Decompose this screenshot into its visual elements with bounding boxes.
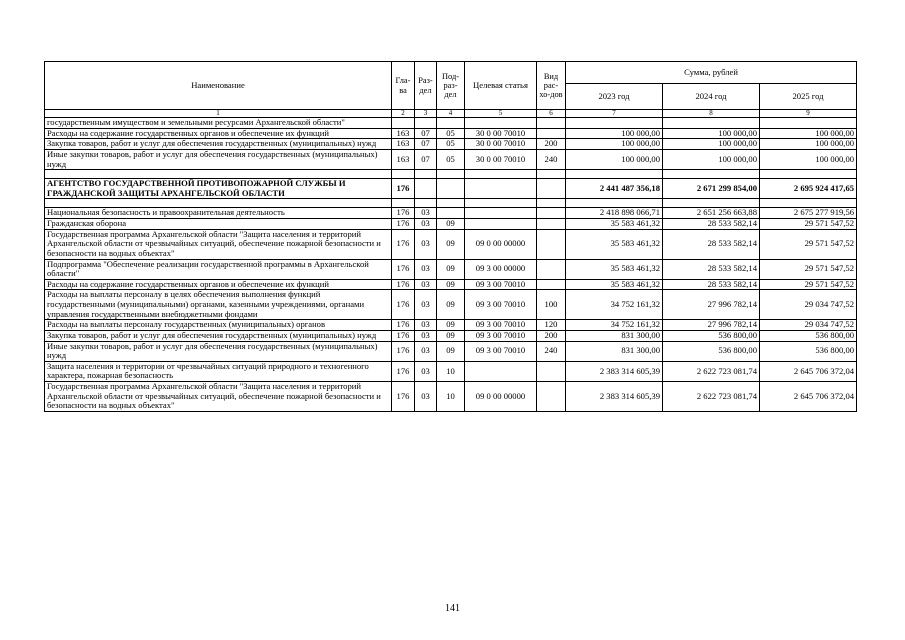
razdel-cell: 03: [415, 208, 437, 219]
sum-2024-cell: 100 000,00: [663, 139, 760, 150]
target-article-cell: [465, 219, 537, 230]
sum-2025-cell: 2 675 277 919,56: [760, 208, 857, 219]
header-glava: Гла-ва: [392, 62, 415, 110]
column-number-cell: 4: [437, 110, 465, 118]
sum-2023-cell: 831 300,00: [566, 341, 663, 361]
target-article-cell: 30 0 00 70010: [465, 128, 537, 139]
sum-2023-cell: [566, 170, 663, 179]
name-cell: Гражданская оборона: [45, 219, 392, 230]
table-row: [45, 290, 857, 320]
sum-2025-cell: 100 000,00: [760, 128, 857, 139]
razdel-cell: 03: [415, 341, 437, 361]
sum-2023-cell: 100 000,00: [566, 139, 663, 150]
glava-cell: 176: [392, 330, 415, 341]
glava-cell: 163: [392, 149, 415, 169]
name-cell: АГЕНТСТВО ГОСУДАРСТВЕННОЙ ПРОТИВОПОЖАРНОЙ СЛУЖБЫ И ГРАЖДАНСКОЙ ЗАЩИТЫ АРХАНГЕЛЬСКОЙ ОБЛАСТИ: [45, 179, 392, 199]
table-row: [45, 229, 857, 259]
podrazdel-cell: 05: [437, 139, 465, 150]
name-cell: [45, 170, 392, 179]
sum-2023-cell: 35 583 461,32: [566, 259, 663, 279]
podrazdel-cell: 05: [437, 128, 465, 139]
podrazdel-cell: 10: [437, 361, 465, 381]
sum-2024-cell: 100 000,00: [663, 149, 760, 169]
target-article-cell: [465, 208, 537, 219]
glava-cell: 176: [392, 229, 415, 259]
table-row: [45, 139, 857, 150]
expense-type-cell: [537, 128, 566, 139]
sum-2023-cell: 35 583 461,32: [566, 229, 663, 259]
glava-cell: 176: [392, 361, 415, 381]
target-article-cell: [465, 361, 537, 381]
sum-2025-cell: 2 645 706 372,04: [760, 382, 857, 412]
target-article-cell: 09 0 00 00000: [465, 229, 537, 259]
header-2023: 2023 год: [566, 84, 663, 110]
header-podrazdel: Под-раз-дел: [437, 62, 465, 110]
expense-type-cell: [537, 361, 566, 381]
sum-2024-cell: 536 800,00: [663, 341, 760, 361]
sum-2023-cell: [566, 118, 663, 129]
podrazdel-cell: [437, 170, 465, 179]
target-article-cell: 09 3 00 70010: [465, 290, 537, 320]
name-cell: Государственная программа Архангельской области "Защита населения и территорий Архангельской области от чрезвычайных ситуаций, обеспечение пожарной безопасности и безопасности на водных объектах": [45, 382, 392, 412]
podrazdel-cell: 10: [437, 382, 465, 412]
table-row: [45, 179, 857, 199]
sum-2024-cell: 28 533 582,14: [663, 259, 760, 279]
sum-2023-cell: 2 441 487 356,18: [566, 179, 663, 199]
sum-2025-cell: 100 000,00: [760, 139, 857, 150]
header-name: Наименование: [45, 62, 392, 110]
sum-2024-cell: 2 651 256 663,88: [663, 208, 760, 219]
sum-2025-cell: 2 695 924 417,65: [760, 179, 857, 199]
glava-cell: [392, 170, 415, 179]
sum-2024-cell: 2 622 723 081,74: [663, 361, 760, 381]
razdel-cell: 03: [415, 219, 437, 230]
header-razdel: Раз-дел: [415, 62, 437, 110]
podrazdel-cell: 09: [437, 341, 465, 361]
name-cell: Расходы на выплаты персоналу государственных (муниципальных) органов: [45, 320, 392, 331]
expense-type-cell: [537, 208, 566, 219]
name-cell: Расходы на содержание государственных органов и обеспечение их функций: [45, 128, 392, 139]
sum-2023-cell: [566, 199, 663, 208]
name-cell: [45, 199, 392, 208]
sum-2025-cell: [760, 118, 857, 129]
sum-2025-cell: 536 800,00: [760, 330, 857, 341]
expense-type-cell: 100: [537, 290, 566, 320]
header-summa: Сумма, рублей: [566, 62, 857, 84]
glava-cell: 176: [392, 259, 415, 279]
expense-type-cell: 200: [537, 330, 566, 341]
table-row: [45, 259, 857, 279]
table-row: [45, 361, 857, 381]
expense-type-cell: 240: [537, 149, 566, 169]
sum-2024-cell: 27 996 782,14: [663, 320, 760, 331]
name-cell: государственным имуществом и земельными ресурсами Архангельской области": [45, 118, 392, 129]
sum-2024-cell: [663, 118, 760, 129]
glava-cell: 176: [392, 320, 415, 331]
sum-2023-cell: 34 752 161,32: [566, 290, 663, 320]
razdel-cell: 03: [415, 279, 437, 290]
target-article-cell: [465, 118, 537, 129]
glava-cell: 176: [392, 382, 415, 412]
podrazdel-cell: 05: [437, 149, 465, 169]
razdel-cell: 07: [415, 128, 437, 139]
name-cell: Подпрограмма "Обеспечение реализации государственной программы в Архангельской области": [45, 259, 392, 279]
column-number-cell: 5: [465, 110, 537, 118]
sum-2024-cell: 28 533 582,14: [663, 229, 760, 259]
sum-2023-cell: 2 383 314 605,39: [566, 361, 663, 381]
podrazdel-cell: 09: [437, 219, 465, 230]
name-cell: Иные закупки товаров, работ и услуг для обеспечения государственных (муниципальных) нужд: [45, 341, 392, 361]
budget-table: [44, 61, 857, 412]
razdel-cell: 03: [415, 320, 437, 331]
expense-type-cell: [537, 229, 566, 259]
target-article-cell: 30 0 00 70010: [465, 149, 537, 169]
target-article-cell: 09 3 00 70010: [465, 330, 537, 341]
podrazdel-cell: [437, 118, 465, 129]
podrazdel-cell: 09: [437, 259, 465, 279]
sum-2025-cell: 29 571 547,52: [760, 229, 857, 259]
sum-2025-cell: 29 571 547,52: [760, 219, 857, 230]
sum-2023-cell: 831 300,00: [566, 330, 663, 341]
sum-2023-cell: 2 383 314 605,39: [566, 382, 663, 412]
header-vid: Вид рас-хо-дов: [537, 62, 566, 110]
expense-type-cell: [537, 118, 566, 129]
target-article-cell: 09 3 00 70010: [465, 341, 537, 361]
name-cell: Защита населения и территории от чрезвычайных ситуаций природного и техногенного характера, пожарная безопасность: [45, 361, 392, 381]
name-cell: Государственная программа Архангельской области "Защита населения и территорий Архангельской области от чрезвычайных ситуаций, обеспечение пожарной безопасности и безопасности на водных объектах": [45, 229, 392, 259]
sum-2024-cell: 536 800,00: [663, 330, 760, 341]
column-numbers-row: [45, 110, 857, 118]
table-row: [45, 149, 857, 169]
target-article-cell: 09 3 00 00000: [465, 259, 537, 279]
razdel-cell: 07: [415, 149, 437, 169]
sum-2023-cell: 35 583 461,32: [566, 219, 663, 230]
sum-2024-cell: 2 671 299 854,00: [663, 179, 760, 199]
razdel-cell: 03: [415, 229, 437, 259]
glava-cell: 163: [392, 128, 415, 139]
sum-2024-cell: [663, 170, 760, 179]
expense-type-cell: [537, 279, 566, 290]
sum-2024-cell: 2 622 723 081,74: [663, 382, 760, 412]
table-row: [45, 320, 857, 331]
sum-2025-cell: 536 800,00: [760, 341, 857, 361]
expense-type-cell: 240: [537, 341, 566, 361]
razdel-cell: [415, 170, 437, 179]
table-row: [45, 341, 857, 361]
razdel-cell: [415, 199, 437, 208]
glava-cell: 176: [392, 219, 415, 230]
expense-type-cell: [537, 179, 566, 199]
sum-2025-cell: 29 571 547,52: [760, 259, 857, 279]
name-cell: Национальная безопасность и правоохранительная деятельность: [45, 208, 392, 219]
table-row: [45, 219, 857, 230]
razdel-cell: 03: [415, 330, 437, 341]
sum-2023-cell: 35 583 461,32: [566, 279, 663, 290]
sum-2025-cell: 29 571 547,52: [760, 279, 857, 290]
column-number-cell: 8: [663, 110, 760, 118]
table-row: [45, 208, 857, 219]
target-article-cell: 09 3 00 70010: [465, 279, 537, 290]
glava-cell: [392, 118, 415, 129]
name-cell: Расходы на содержание государственных органов и обеспечение их функций: [45, 279, 392, 290]
podrazdel-cell: 09: [437, 330, 465, 341]
column-number-cell: 1: [45, 110, 392, 118]
sum-2023-cell: 100 000,00: [566, 128, 663, 139]
podrazdel-cell: [437, 199, 465, 208]
table-header: [45, 62, 857, 118]
expense-type-cell: 120: [537, 320, 566, 331]
target-article-cell: [465, 199, 537, 208]
sum-2025-cell: 100 000,00: [760, 149, 857, 169]
column-number-cell: 9: [760, 110, 857, 118]
glava-cell: 176: [392, 179, 415, 199]
sum-2025-cell: 2 645 706 372,04: [760, 361, 857, 381]
expense-type-cell: [537, 170, 566, 179]
table-row: [45, 128, 857, 139]
name-cell: Закупка товаров, работ и услуг для обеспечения государственных (муниципальных) нужд: [45, 139, 392, 150]
header-2024: 2024 год: [663, 84, 760, 110]
sum-2025-cell: [760, 170, 857, 179]
target-article-cell: [465, 170, 537, 179]
sum-2025-cell: [760, 199, 857, 208]
sum-2023-cell: 2 418 898 066,71: [566, 208, 663, 219]
sum-2024-cell: 28 533 582,14: [663, 279, 760, 290]
expense-type-cell: [537, 259, 566, 279]
table-row: [45, 330, 857, 341]
razdel-cell: 03: [415, 382, 437, 412]
expense-type-cell: 200: [537, 139, 566, 150]
page-number: 141: [445, 603, 460, 614]
glava-cell: 176: [392, 208, 415, 219]
glava-cell: 176: [392, 279, 415, 290]
razdel-cell: 03: [415, 259, 437, 279]
razdel-cell: 03: [415, 361, 437, 381]
expense-type-cell: [537, 199, 566, 208]
expense-type-cell: [537, 219, 566, 230]
table-body: [45, 118, 857, 412]
podrazdel-cell: 09: [437, 290, 465, 320]
header-2025: 2025 год: [760, 84, 857, 110]
glava-cell: [392, 199, 415, 208]
sum-2024-cell: 28 533 582,14: [663, 219, 760, 230]
expense-type-cell: [537, 382, 566, 412]
podrazdel-cell: 09: [437, 279, 465, 290]
glava-cell: 176: [392, 290, 415, 320]
razdel-cell: 07: [415, 139, 437, 150]
podrazdel-cell: [437, 208, 465, 219]
sum-2023-cell: 100 000,00: [566, 149, 663, 169]
name-cell: Иные закупки товаров, работ и услуг для обеспечения государственных (муниципальных) нужд: [45, 149, 392, 169]
name-cell: Расходы на выплаты персоналу в целях обеспечения выполнения функций государственными (муниципальными) органами, казенными учреждениями, органами управления государственными внебюджетными фондами: [45, 290, 392, 320]
target-article-cell: 09 0 00 00000: [465, 382, 537, 412]
sum-2025-cell: 29 034 747,52: [760, 320, 857, 331]
target-article-cell: 30 0 00 70010: [465, 139, 537, 150]
column-number-cell: 2: [392, 110, 415, 118]
sum-2023-cell: 34 752 161,32: [566, 320, 663, 331]
podrazdel-cell: 09: [437, 229, 465, 259]
table-row: [45, 199, 857, 208]
sum-2024-cell: 27 996 782,14: [663, 290, 760, 320]
table-row: [45, 118, 857, 129]
table-row: [45, 382, 857, 412]
razdel-cell: [415, 118, 437, 129]
column-number-cell: 7: [566, 110, 663, 118]
column-number-cell: 6: [537, 110, 566, 118]
glava-cell: 176: [392, 341, 415, 361]
razdel-cell: 03: [415, 290, 437, 320]
header-celevaya: Целевая статья: [465, 62, 537, 110]
glava-cell: 163: [392, 139, 415, 150]
sum-2024-cell: [663, 199, 760, 208]
sum-2024-cell: 100 000,00: [663, 128, 760, 139]
podrazdel-cell: 09: [437, 320, 465, 331]
column-number-cell: 3: [415, 110, 437, 118]
podrazdel-cell: [437, 179, 465, 199]
table-row: [45, 170, 857, 179]
target-article-cell: 09 3 00 70010: [465, 320, 537, 331]
name-cell: Закупка товаров, работ и услуг для обеспечения государственных (муниципальных) нужд: [45, 330, 392, 341]
target-article-cell: [465, 179, 537, 199]
razdel-cell: [415, 179, 437, 199]
table-row: [45, 279, 857, 290]
sum-2025-cell: 29 034 747,52: [760, 290, 857, 320]
